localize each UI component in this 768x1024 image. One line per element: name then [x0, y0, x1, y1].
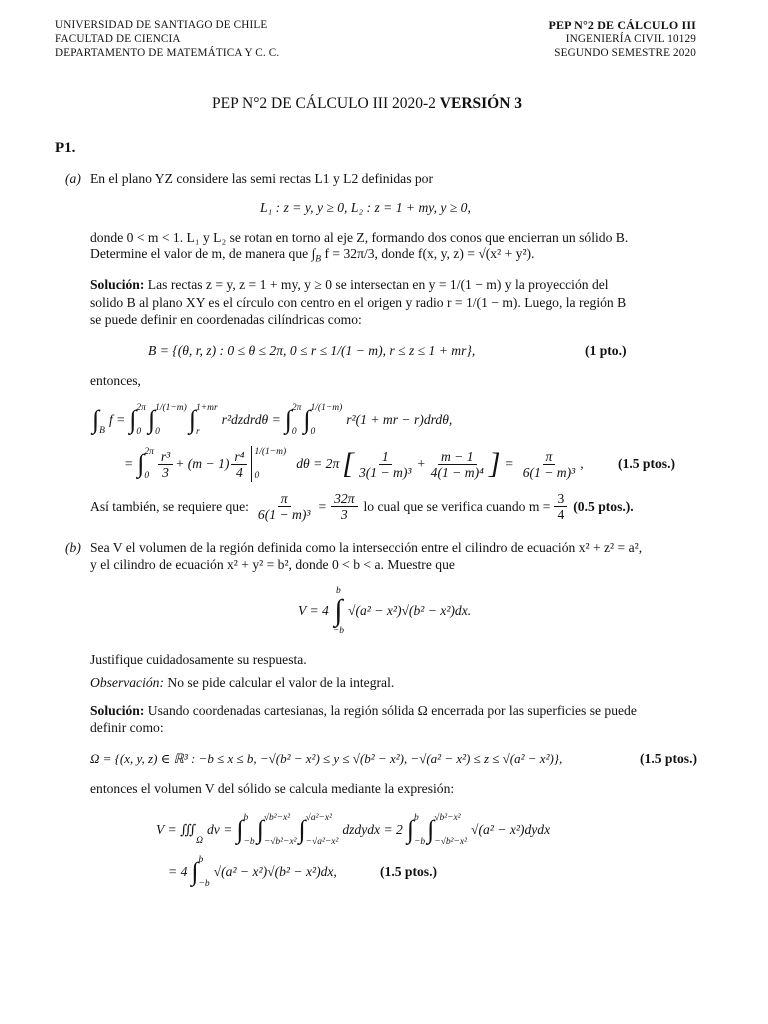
part-b-volume-equation: V = 4 b ∫ −b √(a² − x²)√(b² − x²)dx.: [298, 586, 472, 636]
part-b-entonces: entonces el volumen V del sólido se calcula mediante la expresión:: [90, 781, 455, 796]
part-a-solution-1: Solución: Las rectas z = y, z = 1 + my, y ≥ 0 se intersectan en y = 1/(1 − m) y la proyección del: [90, 277, 609, 292]
part-b-label: (b): [65, 540, 81, 555]
part-a-label: (a): [65, 171, 81, 186]
part-a-region-B: B = {(θ, r, z) : 0 ≤ θ ≤ 2π, 0 ≤ r ≤ 1/(1 − m), r ≤ z ≤ 1 + mr},: [148, 343, 476, 358]
part-a-condition-2b: f = 32π/3, donde f(x, y, z) = √(x² + y²).: [324, 246, 535, 261]
part-a-intro: En el plano YZ considere las semi rectas L1 y L2 definidas por: [90, 171, 434, 186]
part-b-observation-label: Observación:: [90, 675, 164, 690]
part-b-intro-2: y el cilindro de ecuación x² + y² = b², donde 0 < b < a. Muestre que: [90, 557, 455, 572]
part-a-points-2: (1.5 ptos.): [618, 456, 676, 471]
part-a-condition-2: Determine el valor de m, de manera que $\int_B$ f = 32π/3, donde f(x, y, z) = √(x² + y²).: [90, 246, 535, 265]
header-program: INGENIERÍA CIVIL 10129: [565, 33, 696, 45]
part-b-solution-1: Solución: Usando coordenadas cartesianas, la región sólida Ω encerrada por las superficies se puede: [90, 703, 637, 718]
title-version: VERSIÓN 3: [439, 95, 523, 112]
header-right: [549, 18, 696, 60]
part-a-condition-1: donde 0 < m < 1. L₁ y L₂ se rotan en torno al eje Z, formando dos conos que encierran un sólido B.: [90, 230, 629, 245]
header-course: PEP N°2 DE CÁLCULO III: [548, 18, 696, 32]
part-a-solution-3: se puede definir en coordenadas cilíndricas como:: [90, 312, 362, 327]
part-a-entonces: entonces,: [90, 373, 141, 388]
part-b-justify: Justifique cuidadosamente su respuesta.: [90, 652, 307, 667]
part-a-integral-line-1: ∫ B f = ∫ 2π 0 ∫ 1/(1−m) 0 ∫ 1+mr r r²dzdrdθ = ∫ 2π 0 ∫ 1/(1−m) 0 r²(1 + mr − r)drdθ,: [92, 403, 453, 437]
part-b-solution-2: definir como:: [90, 720, 164, 735]
part-b-observation: Observación: No se pide calcular el valor de la integral.: [90, 675, 395, 690]
part-a-lines-equation: L₁ : z = y, y ≥ 0, L₂ : z = 1 + my, y ≥ 0,: [260, 200, 471, 215]
part-a-conclusion: Así también, se requiere que: $\frac{\pi}{\text{6(1 − m)³}}$ = $\frac{32\pi}{3}$ lo cual que se verifica cuando m = $\frac{3}{4}$ (0.5 ptos.).: [90, 490, 634, 522]
header-department: DEPARTAMENTO DE MATEMÁTICA Y C. C.: [55, 47, 280, 59]
header-university: UNIVERSIDAD DE SANTIAGO DE CHILE: [55, 19, 268, 31]
part-b-solution-label: Solución:: [90, 703, 145, 718]
part-b-volume-line-2: = 4 ∫ b −b √(a² − x²)√(b² − x²)dx,: [168, 855, 337, 889]
part-b-points-1: (1.5 ptos.): [640, 751, 698, 766]
part-a-solution-2: solido B al plano XY es el círculo con centro en el origen y radio r = 1/(1 − m). Luego, la región B: [90, 295, 627, 310]
part-a-integral-line-2: = ∫ 2π 0 $\frac{\text{r³}}{3}$ + (m − 1) $\frac{\text{r⁴}}{4}$ 1/(1−m) 0 dθ = 2π [ $\frac{1}{\text{3(1 − m)³}}$ + $\frac{m - 1}{\text{4(1 − m)⁴}}$ ] = $\frac{\pi}{\text{6(1 − m)³}}$ ,: [124, 447, 584, 481]
part-b-omega-region: Ω = {(x, y, z) ∈ ℝ³ : −b ≤ x ≤ b, −√(b² − x²) ≤ y ≤ √(b² − x²), −√(a² − x²) ≤ z ≤ √(a² − x²)},: [90, 751, 563, 766]
part-a-points-1: (1 pto.): [585, 343, 627, 358]
part-b-intro-1: Sea V el volumen de la región definida como la intersección entre el cilindro de ecuación x² + z² = a²,: [90, 540, 643, 555]
page-title: [212, 95, 522, 113]
problem-label: P1.: [55, 140, 76, 156]
title-main: PEP N°2 DE CÁLCULO III 2020-2: [212, 95, 436, 112]
header-faculty: FACULTAD DE CIENCIA: [55, 33, 181, 45]
part-a-condition-2a: Determine el valor de m, de manera que ∫: [90, 246, 316, 261]
part-a-solution-label: Solución:: [90, 277, 145, 292]
header-left: [55, 18, 279, 60]
header-semester: SEGUNDO SEMESTRE 2020: [554, 47, 696, 59]
part-b-points-2: (1.5 ptos.): [380, 864, 438, 879]
part-b-volume-line-1: V = ∭ Ω dv = ∫ b −b ∫ √b²−x² −√b²−x² ∫ √a²−x² −√a²−x² dzdydx = 2 ∫ b −b ∫ √b²−x² −√b²−x² √(a² − x²)dydx: [156, 813, 551, 847]
